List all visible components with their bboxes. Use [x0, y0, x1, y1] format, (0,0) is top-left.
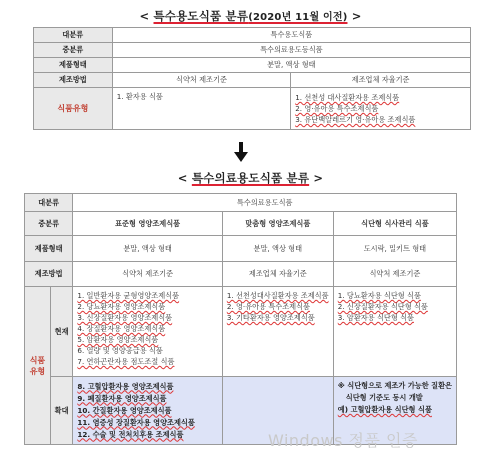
form-header: 제품형태 — [25, 236, 73, 262]
list-item: 4. 장질환자용 영양조제식품 — [77, 324, 166, 333]
mid-header: 중분류 — [25, 212, 73, 236]
list-item: 12. 수술 및 전처치후용 조제식품 — [77, 429, 184, 439]
mid-col: 표준형 영양조제식품 — [73, 212, 222, 236]
list-item: 3. 기타환자용 영양조제식품 — [226, 313, 315, 322]
top-table — [33, 27, 471, 130]
list-item: 1. 선천성 대사질환자용 조제식품 — [295, 93, 400, 102]
current-label: 현재 — [50, 287, 73, 377]
list-item: 10. 간질환자용 영양조제식품 — [77, 405, 172, 415]
bottom-title: < 특수의료용도식품 분류 > — [177, 171, 324, 185]
windows-activation-watermark: Windows 정품 인증 — [268, 431, 418, 450]
type-right-list — [291, 88, 471, 130]
list-item: 11. 염증성 장질환자용 영양조제식품 — [77, 417, 195, 427]
major-value: 특수의료용도식품 — [73, 194, 457, 212]
list-item: 2. 영·유아용 특수조제식품 — [295, 104, 379, 113]
form-col: 도시락, 밀키트 형태 — [333, 236, 456, 262]
note-line: 예) 고혈압환자용 식단형 식품 — [337, 405, 432, 414]
top-row-value: 분말, 액상 형태 — [112, 58, 470, 73]
top-row-header: 대분류 — [34, 28, 113, 43]
method-header: 제조방법 — [25, 262, 73, 287]
top-row-value: 특수용도식품 — [112, 28, 470, 43]
method-col: 식약처 제조기준 — [333, 262, 456, 287]
list-item: 2. 당뇨환자용 영양조제식품 — [77, 302, 166, 311]
method-header: 제조방법 — [34, 73, 113, 88]
top-row-value: 특수의료용도등식품 — [112, 43, 470, 58]
note-line: ※ 식단형으로 제조가 가능한 질환은 — [337, 381, 452, 390]
method-right: 제조업체 자율기준 — [291, 73, 471, 88]
expand-label: 확대 — [50, 377, 73, 445]
type-left-list — [112, 88, 290, 130]
current-list-standard — [73, 287, 222, 377]
method-left: 식약처 제조기준 — [112, 73, 290, 88]
type-header: 식품유형 — [34, 88, 113, 130]
list-item: 8. 고혈압환자용 영양조제식품 — [77, 381, 174, 391]
note-line: 식단형 기준도 동시 개발 — [345, 393, 423, 402]
method-col: 제조업체 자율기준 — [222, 262, 333, 287]
list-item: 1. 당뇨환자용 식단형 식품 — [337, 291, 421, 300]
down-arrow-icon — [234, 142, 248, 162]
list-item: 3. 신장질환자용 영양조제식품 — [77, 313, 173, 322]
list-item: 3. 유단백알레르기 영·유아용 조제식품 — [295, 115, 416, 124]
list-item: 1. 일반환자용 균형영양조제식품 — [77, 291, 180, 300]
top-row-header: 제품형태 — [34, 58, 113, 73]
form-col: 분말, 액상 형태 — [73, 236, 222, 262]
list-item: 1. 선천성대사질환자용 조제식품 — [226, 291, 329, 300]
expand-list-standard — [73, 377, 222, 445]
list-item: 3. 암환자용 식단형 식품 — [337, 313, 414, 322]
type-header: 식품 유형 — [25, 287, 51, 445]
list-item: 6. 열량 및 영양공급용 식품 — [77, 346, 163, 355]
list-item: 5. 암환자용 영양조제식품 — [77, 335, 159, 344]
current-list-custom — [222, 287, 333, 377]
method-col: 식약처 제조기준 — [73, 262, 222, 287]
mid-col: 맞춤형 영양조제식품 — [222, 212, 333, 236]
list-item: 1. 환자용 식품 — [116, 92, 163, 101]
list-item: 2. 신장질환자용 식단형 식품 — [337, 302, 428, 311]
bottom-table — [24, 193, 457, 445]
list-item: 7. 연하곤란자용 점도조절 식품 — [77, 357, 175, 366]
form-col: 분말, 액상 형태 — [222, 236, 333, 262]
major-header: 대분류 — [25, 194, 73, 212]
current-list-meal — [333, 287, 456, 377]
top-title: < 특수용도식품 분류(2020년 11월 이전) > — [139, 9, 362, 23]
top-row-header: 중분류 — [34, 43, 113, 58]
list-item: 9. 폐질환자용 영양조제식품 — [77, 393, 167, 403]
list-item: 2. 영·유아용 특수조제식품 — [226, 302, 310, 311]
mid-col: 식단형 식사관리 식품 — [333, 212, 456, 236]
